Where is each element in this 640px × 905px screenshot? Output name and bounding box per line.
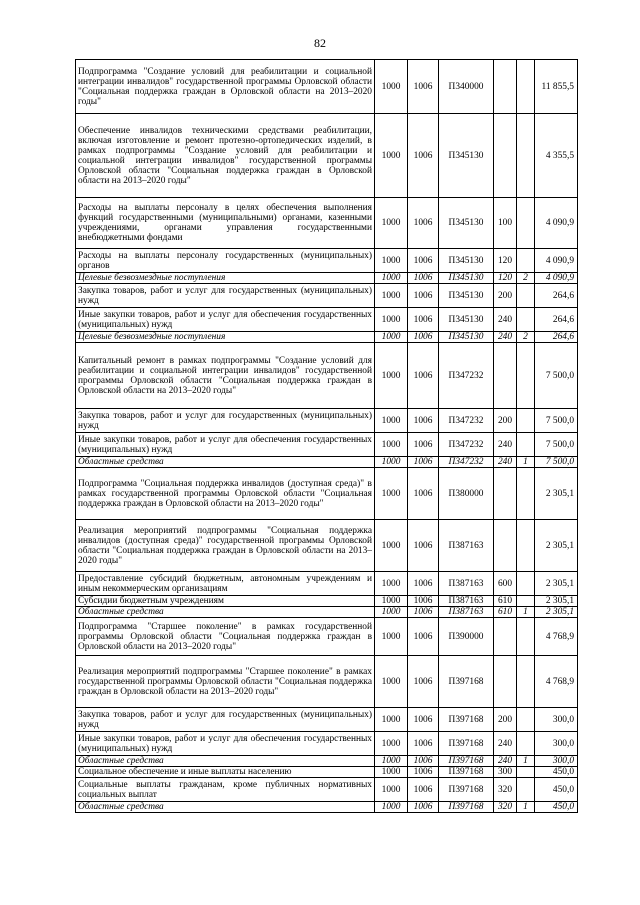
target-article-code: П345130 — [439, 249, 494, 273]
expense-type-code: 200 — [494, 409, 517, 433]
target-article-code: П345130 — [439, 198, 494, 249]
row-description: Реализация мероприятий подпрограммы "Старшее поколение" в рамках государственной программы Орловской области "Социальная поддержка граждан в Орловской области на 2013–2020 годы" — [76, 656, 375, 708]
funding-source-code: 1 — [517, 607, 535, 618]
row-description: Подпрограмма "Создание условий для реабилитации и социальной интеграции инвалидов" государственной программы Орловской области "Социальная поддержка граждан в Орловской области на 2013–2020 годы" — [76, 60, 375, 114]
funding-source-code — [517, 284, 535, 308]
funding-source-code — [517, 433, 535, 457]
expense-type-code: 240 — [494, 308, 517, 332]
target-article-code: П387163 — [439, 520, 494, 572]
section-code: 1000 — [375, 732, 408, 756]
expense-type-code: 240 — [494, 732, 517, 756]
subsection-code: 1006 — [408, 596, 439, 607]
funding-source-code: 2 — [517, 332, 535, 343]
section-code: 1000 — [375, 468, 408, 520]
row-description: Обеспечение инвалидов техническими средствами реабилитации, включая изготовление и ремонт протезно-ортопедических изделий, в рамках подпрограммы "Создание условий для реабилитации и социальной интеграции инвалидов" государственной программы Орловской области "Социальная поддержка граждан в Орловской области на 2013–2020 годы" — [76, 114, 375, 198]
page-number: 82 — [314, 36, 326, 50]
target-article-code: П345130 — [439, 332, 494, 343]
section-code: 1000 — [375, 767, 408, 778]
row-description: Областные средства — [76, 802, 375, 813]
row-description: Иные закупки товаров, работ и услуг для обеспечения государственных (муниципальных) нужд — [76, 433, 375, 457]
table-row — [76, 607, 578, 618]
row-description: Иные закупки товаров, работ и услуг для обеспечения государственных (муниципальных) нужд — [76, 308, 375, 332]
amount: 300,0 — [535, 756, 578, 767]
expense-type-code — [494, 468, 517, 520]
section-code: 1000 — [375, 433, 408, 457]
section-code: 1000 — [375, 756, 408, 767]
table-row — [76, 198, 578, 249]
table-row — [76, 433, 578, 457]
target-article-code: П347232 — [439, 433, 494, 457]
subsection-code: 1006 — [408, 572, 439, 596]
subsection-code: 1006 — [408, 249, 439, 273]
target-article-code: П387163 — [439, 607, 494, 618]
row-description: Целевые безвозмездные поступления — [76, 332, 375, 343]
expense-type-code: 240 — [494, 433, 517, 457]
funding-source-code — [517, 520, 535, 572]
funding-source-code: 1 — [517, 756, 535, 767]
expense-type-code: 120 — [494, 273, 517, 284]
subsection-code: 1006 — [408, 457, 439, 468]
subsection-code: 1006 — [408, 468, 439, 520]
expense-type-code: 320 — [494, 802, 517, 813]
amount: 4 090,9 — [535, 249, 578, 273]
subsection-code: 1006 — [408, 767, 439, 778]
funding-source-code — [517, 618, 535, 656]
expense-type-code — [494, 60, 517, 114]
amount: 264,6 — [535, 308, 578, 332]
subsection-code: 1006 — [408, 802, 439, 813]
section-code: 1000 — [375, 332, 408, 343]
row-description: Подпрограмма "Старшее поколение" в рамках государственной программы Орловской области "Социальная поддержка граждан в Орловской области на 2013–2020 годы" — [76, 618, 375, 656]
section-code: 1000 — [375, 308, 408, 332]
amount: 450,0 — [535, 778, 578, 802]
subsection-code: 1006 — [408, 708, 439, 732]
target-article-code: П397168 — [439, 708, 494, 732]
table-row — [76, 249, 578, 273]
target-article-code: П345130 — [439, 284, 494, 308]
amount: 2 305,1 — [535, 596, 578, 607]
budget-table — [75, 59, 578, 813]
row-description: Иные закупки товаров, работ и услуг для обеспечения государственных (муниципальных) нужд — [76, 732, 375, 756]
expense-type-code: 610 — [494, 607, 517, 618]
section-code: 1000 — [375, 572, 408, 596]
section-code: 1000 — [375, 343, 408, 409]
amount: 2 305,1 — [535, 607, 578, 618]
amount: 4 090,9 — [535, 198, 578, 249]
row-description: Подпрограмма "Социальная поддержка инвалидов (доступная среда)" в рамках государственной программы Орловской области "Социальная поддержка граждан в Орловской области на 2013–2020 годы" — [76, 468, 375, 520]
target-article-code: П347232 — [439, 457, 494, 468]
target-article-code: П397168 — [439, 767, 494, 778]
expense-type-code: 240 — [494, 332, 517, 343]
amount: 11 855,5 — [535, 60, 578, 114]
subsection-code: 1006 — [408, 409, 439, 433]
amount: 450,0 — [535, 767, 578, 778]
funding-source-code: 2 — [517, 273, 535, 284]
amount: 4 768,9 — [535, 656, 578, 708]
funding-source-code — [517, 708, 535, 732]
expense-type-code: 100 — [494, 198, 517, 249]
target-article-code: П397168 — [439, 778, 494, 802]
target-article-code: П345130 — [439, 308, 494, 332]
table-row — [76, 767, 578, 778]
expense-type-code: 240 — [494, 457, 517, 468]
expense-type-code — [494, 618, 517, 656]
target-article-code: П397168 — [439, 756, 494, 767]
table-row — [76, 520, 578, 572]
row-description: Областные средства — [76, 607, 375, 618]
target-article-code: П387163 — [439, 596, 494, 607]
subsection-code: 1006 — [408, 756, 439, 767]
section-code: 1000 — [375, 273, 408, 284]
subsection-code: 1006 — [408, 284, 439, 308]
section-code: 1000 — [375, 409, 408, 433]
table-row — [76, 343, 578, 409]
table-row — [76, 708, 578, 732]
target-article-code: П397168 — [439, 656, 494, 708]
amount: 264,6 — [535, 332, 578, 343]
expense-type-code: 200 — [494, 284, 517, 308]
amount: 300,0 — [535, 708, 578, 732]
subsection-code: 1006 — [408, 343, 439, 409]
target-article-code: П345130 — [439, 273, 494, 284]
row-description: Областные средства — [76, 756, 375, 767]
expense-type-code — [494, 114, 517, 198]
table-row — [76, 756, 578, 767]
target-article-code: П390000 — [439, 618, 494, 656]
section-code: 1000 — [375, 778, 408, 802]
expense-type-code: 240 — [494, 756, 517, 767]
target-article-code: П345130 — [439, 114, 494, 198]
section-code: 1000 — [375, 520, 408, 572]
row-description: Расходы на выплаты персоналу в целях обеспечения выполнения функций государственными (муниципальными) органами, казенными учреждениями, органами управления государственными внебюджетными фондами — [76, 198, 375, 249]
subsection-code: 1006 — [408, 332, 439, 343]
amount: 2 305,1 — [535, 468, 578, 520]
subsection-code: 1006 — [408, 607, 439, 618]
amount: 7 500,0 — [535, 457, 578, 468]
expense-type-code — [494, 343, 517, 409]
table-row — [76, 596, 578, 607]
target-article-code: П380000 — [439, 468, 494, 520]
section-code: 1000 — [375, 284, 408, 308]
section-code: 1000 — [375, 802, 408, 813]
row-description: Предоставление субсидий бюджетным, автономным учреждениям и иным некоммерческим организациям — [76, 572, 375, 596]
subsection-code: 1006 — [408, 114, 439, 198]
target-article-code: П387163 — [439, 572, 494, 596]
expense-type-code — [494, 520, 517, 572]
subsection-code: 1006 — [408, 308, 439, 332]
funding-source-code — [517, 767, 535, 778]
section-code: 1000 — [375, 618, 408, 656]
amount: 4 355,5 — [535, 114, 578, 198]
table-row — [76, 802, 578, 813]
section-code: 1000 — [375, 60, 408, 114]
funding-source-code — [517, 656, 535, 708]
expense-type-code: 610 — [494, 596, 517, 607]
row-description: Областные средства — [76, 457, 375, 468]
funding-source-code — [517, 308, 535, 332]
target-article-code: П397168 — [439, 802, 494, 813]
amount: 2 305,1 — [535, 572, 578, 596]
section-code: 1000 — [375, 708, 408, 732]
section-code: 1000 — [375, 457, 408, 468]
table-row — [76, 273, 578, 284]
funding-source-code — [517, 778, 535, 802]
amount: 450,0 — [535, 802, 578, 813]
section-code: 1000 — [375, 596, 408, 607]
funding-source-code — [517, 596, 535, 607]
target-article-code: П397168 — [439, 732, 494, 756]
expense-type-code: 120 — [494, 249, 517, 273]
table-row — [76, 284, 578, 308]
amount: 7 500,0 — [535, 409, 578, 433]
expense-type-code: 600 — [494, 572, 517, 596]
amount: 4 768,9 — [535, 618, 578, 656]
subsection-code: 1006 — [408, 433, 439, 457]
subsection-code: 1006 — [408, 778, 439, 802]
expense-type-code — [494, 656, 517, 708]
amount: 7 500,0 — [535, 433, 578, 457]
target-article-code: П340000 — [439, 60, 494, 114]
table-row — [76, 308, 578, 332]
table-row — [76, 409, 578, 433]
amount: 4 090,9 — [535, 273, 578, 284]
target-article-code: П347232 — [439, 343, 494, 409]
table-row — [76, 732, 578, 756]
funding-source-code — [517, 249, 535, 273]
table-row — [76, 572, 578, 596]
table-row — [76, 60, 578, 114]
amount: 264,6 — [535, 284, 578, 308]
row-description: Расходы на выплаты персоналу государственных (муниципальных) органов — [76, 249, 375, 273]
funding-source-code — [517, 60, 535, 114]
amount: 7 500,0 — [535, 343, 578, 409]
subsection-code: 1006 — [408, 273, 439, 284]
table-row — [76, 457, 578, 468]
table-row — [76, 618, 578, 656]
amount: 300,0 — [535, 732, 578, 756]
table-body — [76, 60, 578, 813]
table-row — [76, 778, 578, 802]
row-description: Социальные выплаты гражданам, кроме публичных нормативных социальных выплат — [76, 778, 375, 802]
row-description: Капитальный ремонт в рамках подпрограммы "Создание условий для реабилитации и социальной интеграции инвалидов" государственной программы Орловской области "Социальная поддержка граждан в Орловской области на 2013–2020 годы" — [76, 343, 375, 409]
expense-type-code: 200 — [494, 708, 517, 732]
funding-source-code — [517, 572, 535, 596]
table-row — [76, 332, 578, 343]
row-description: Закупка товаров, работ и услуг для государственных (муниципальных) нужд — [76, 284, 375, 308]
funding-source-code: 1 — [517, 802, 535, 813]
row-description: Закупка товаров, работ и услуг для государственных (муниципальных) нужд — [76, 409, 375, 433]
subsection-code: 1006 — [408, 656, 439, 708]
row-description: Субсидии бюджетным учреждениям — [76, 596, 375, 607]
funding-source-code — [517, 114, 535, 198]
table-row — [76, 468, 578, 520]
funding-source-code — [517, 732, 535, 756]
row-description: Целевые безвозмездные поступления — [76, 273, 375, 284]
expense-type-code: 320 — [494, 778, 517, 802]
subsection-code: 1006 — [408, 60, 439, 114]
subsection-code: 1006 — [408, 520, 439, 572]
section-code: 1000 — [375, 114, 408, 198]
section-code: 1000 — [375, 249, 408, 273]
funding-source-code — [517, 468, 535, 520]
subsection-code: 1006 — [408, 198, 439, 249]
subsection-code: 1006 — [408, 732, 439, 756]
funding-source-code: 1 — [517, 457, 535, 468]
funding-source-code — [517, 198, 535, 249]
section-code: 1000 — [375, 607, 408, 618]
expense-type-code: 300 — [494, 767, 517, 778]
section-code: 1000 — [375, 656, 408, 708]
table-row — [76, 114, 578, 198]
row-description: Закупка товаров, работ и услуг для государственных (муниципальных) нужд — [76, 708, 375, 732]
target-article-code: П347232 — [439, 409, 494, 433]
funding-source-code — [517, 343, 535, 409]
section-code: 1000 — [375, 198, 408, 249]
funding-source-code — [517, 409, 535, 433]
subsection-code: 1006 — [408, 618, 439, 656]
table-row — [76, 656, 578, 708]
row-description: Реализация мероприятий подпрограммы "Социальная поддержка инвалидов (доступная среда)" государственной программы Орловской области "Социальная поддержка граждан в Орловской области на 2013–2020 годы" — [76, 520, 375, 572]
row-description: Социальное обеспечение и иные выплаты населению — [76, 767, 375, 778]
amount: 2 305,1 — [535, 520, 578, 572]
